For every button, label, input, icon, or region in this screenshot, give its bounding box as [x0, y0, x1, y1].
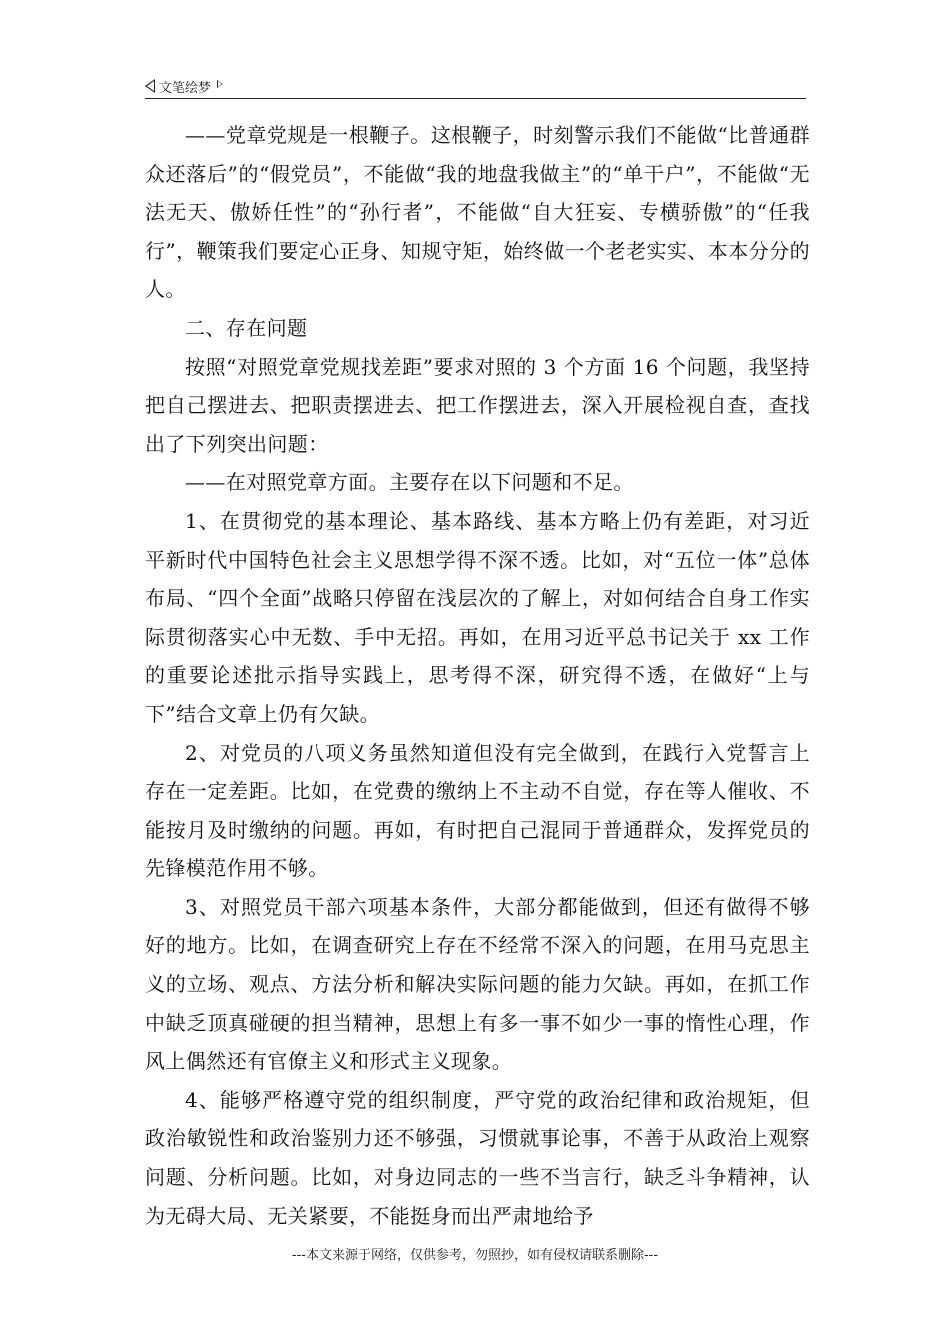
- document-body: [145, 116, 810, 1235]
- paragraph-6: 3、对照党员干部六项基本条件，大部分都能做到，但还有做得不够好的地方。比如，在调查研究上存在不经常不深入的问题，在用马克思主义的立场、观点、方法分析和解决实际问题的能力欠缺。再如，在抓工作中缺乏顶真碰硬的担当精神，思想上有多一事不如少一事的惰性心理，作风上偶然还有官僚主义和形式主义现象。: [145, 894, 810, 1074]
- right-triangle-icon: [217, 80, 223, 88]
- paragraph-5: 2、对党员的八项义务虽然知道但没有完全做到，在践行入党誓言上存在一定差距。比如，在党费的缴纳上不主动不自觉，存在等人催收、不能按月及时缴纳的问题。再如，有时把自己混同于普通群众，发挥党员的先锋模范作用不够。: [145, 740, 810, 881]
- page-header: [145, 74, 805, 98]
- header-divider: [145, 98, 806, 99]
- paragraph-4: 1、在贯彻党的基本理论、基本路线、基本方略上仍有差距，对习近平新时代中国特色社会主义思想学得不深不透。比如，对“五位一体”总体布局、“四个全面”战略只停留在浅层次的了解上，对如何结合自身工作实际贯彻落实心中无数、手中无招。再如，在用习近平总书记关于 xx 工作的重要论述批示指导实践上，思考得不深，研究得不透，在做好“上与下”结合文章上仍有欠缺。: [145, 508, 810, 726]
- paragraph-3: ——在对照党章方面。主要存在以下问题和不足。: [185, 470, 634, 495]
- paragraph-7: 4、能够严格遵守党的组织制度，严守党的政治纪律和政治规矩，但政治敏锐性和政治鉴别力还不够强，习惯就事论事，不善于从政治上观察问题、分析问题。比如，对身边同志的一些不当言行，缺乏斗争精神，认为无碍大局、无关紧要，不能挺身而出严肃地给予: [145, 1087, 810, 1228]
- left-triangle-icon: [145, 79, 155, 93]
- paragraph-1: ——党章党规是一根鞭子。这根鞭子，时刻警示我们不能做“比普通群众还落后”的“假党员”，不能做“我的地盘我做主”的“单干户”，不能做“无法无天、傲娇任性”的“孙行者”，不能做“自大狂妄、专横骄傲”的“任我行”，鞭策我们要定心正身、知规守矩，始终做一个老老实实、本本分分的人。: [145, 123, 810, 302]
- section-heading: 二、存在问题: [185, 315, 308, 340]
- paragraph-2: 按照“对照党章党规找差距”要求对照的 3 个方面 16 个问题，我坚持把自己摆进去、把职责摆进去、把工作摆进去，深入开展检视自查，查找出了下列突出问题：: [145, 354, 810, 456]
- header-brand: 文笔绘梦: [159, 80, 212, 96]
- footer-notice: ---本文来源于网络，仅供参考，勿照抄，如有侵权请联系删除---: [291, 1248, 659, 1263]
